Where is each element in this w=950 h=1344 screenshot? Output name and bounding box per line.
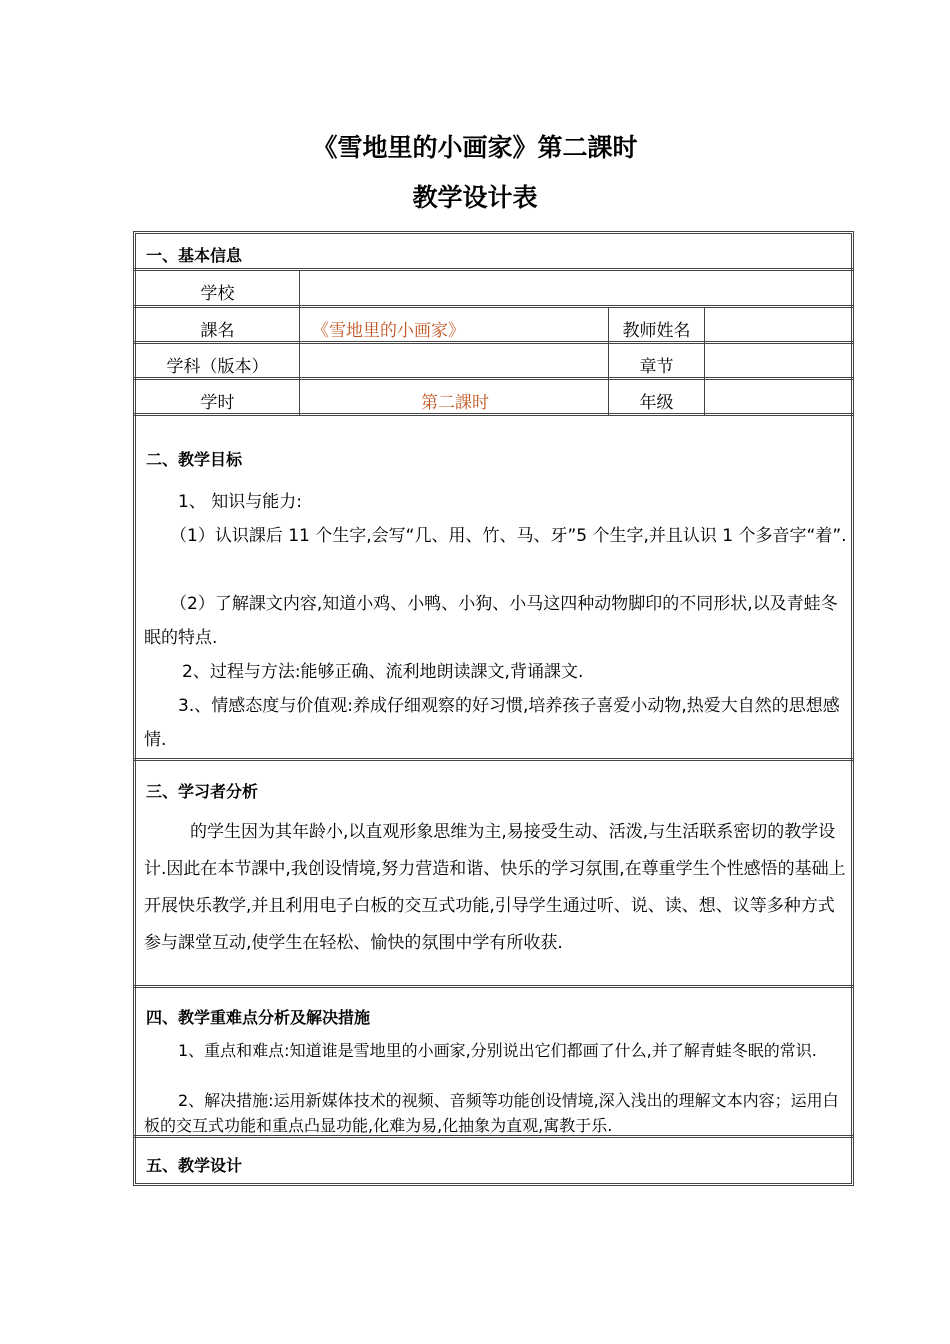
learner-analysis-paragraph: 的学生因为其年龄小,以直观形象思维为主,易接受生动、活泼,与生活联系密切的教学设计.因此在本节課中,我创设情境,努力营造和谐、快乐的学习氛围,在尊重学生个性感悟的基础上开展快乐教学,并且利用电子白板的交互式功能,引导学生通过听、说、读、想、议等多种方式参与課堂互动,使学生在轻松、愉快的氛围中学有所收获. [144,822,846,953]
divider [133,413,854,416]
section-heading-basic-info: 一、基本信息 [146,246,243,265]
lesson-value: 《雪地里的小画家》 [312,321,465,341]
objective-paragraph: 1、 知识与能力: [178,492,302,512]
section-heading-learner-analysis: 三、学习者分析 [146,782,259,801]
objective-paragraph: （1）认识課后 11 个生字,会写“几、用、竹、马、牙”5 个生字,并且认识 1 个多音字“着”. [170,526,847,546]
divider [704,307,705,415]
school-label: 学校 [200,284,235,304]
divider [133,377,854,380]
period-label: 学时 [200,393,235,413]
section-heading-key-points: 四、教学重难点分析及解决措施 [146,1008,371,1027]
divider [133,758,854,761]
divider [133,268,854,271]
grade-label: 年级 [639,393,674,413]
objective-paragraph: （2）了解課文内容,知道小鸡、小鸭、小狗、小马这四种动物脚印的不同形状,以及青蛙冬眠的特点. [144,594,838,648]
key-points-paragraph: 2、解决措施:运用新媒体技术的视频、音频等功能创设情境,深入浅出的理解文本内容；运用白板的交互式功能和重点凸显功能,化难为易,化抽象为直观,寓教于乐. [144,1091,839,1135]
objective-paragraph: 3.、情感态度与价值观:养成仔细观察的好习惯,培养孩子喜爱小动物,热爱大自然的思想感情. [144,696,840,750]
divider [133,985,854,988]
divider [133,341,854,344]
chapter-label: 章节 [639,357,674,377]
subject-label: 学科（版本） [166,357,269,377]
key-points-paragraph: 1、重点和难点:知道谁是雪地里的小画家,分别说出它们都画了什么,并了解青蛙冬眠的常识. [178,1041,817,1060]
period-value: 第二課时 [421,393,489,413]
divider [133,305,854,308]
document-subtitle: 教学设计表 [412,183,538,212]
lesson-label: 課名 [200,321,235,341]
teacher-label: 教师姓名 [622,321,691,341]
document-title: 《雪地里的小画家》第二課时 [312,133,638,162]
objective-paragraph: 2、过程与方法:能够正确、流利地朗读課文,背诵課文. [182,662,584,682]
section-heading-design: 五、教学设计 [146,1156,243,1175]
section-heading-objectives: 二、教学目标 [146,450,243,469]
divider [299,270,300,415]
